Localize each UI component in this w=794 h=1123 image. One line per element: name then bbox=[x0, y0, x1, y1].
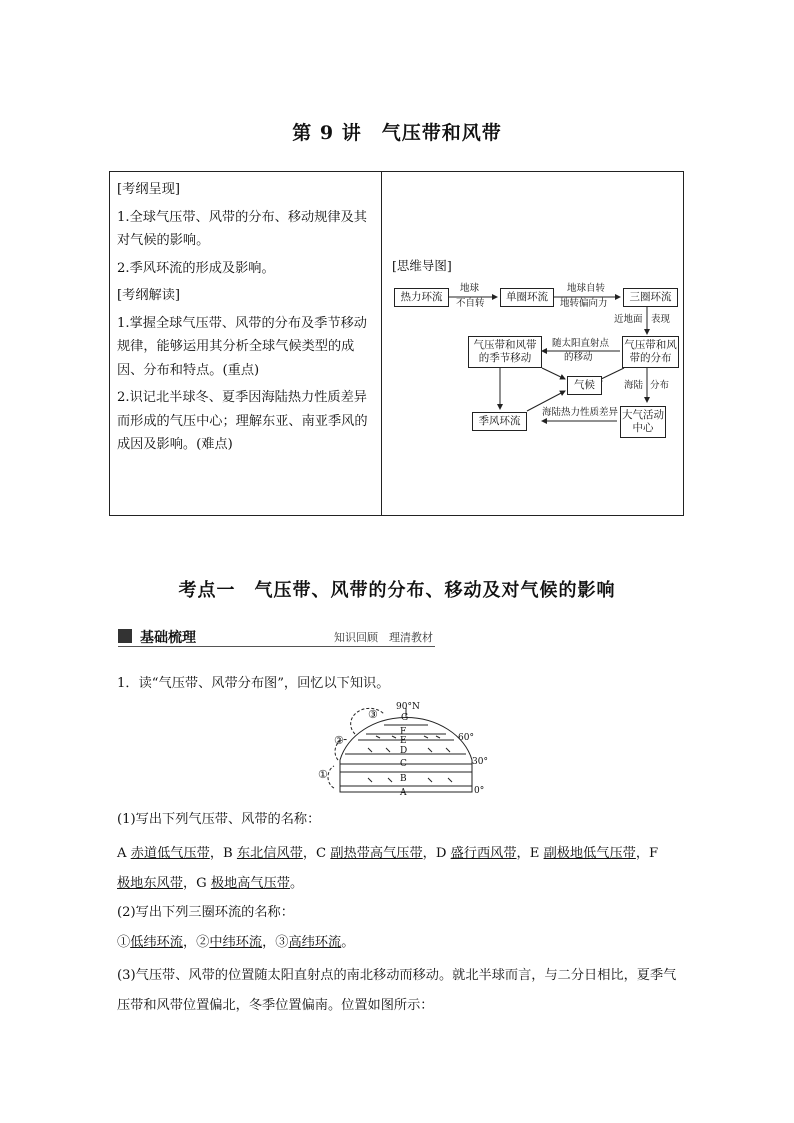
answer-d: 盛行西风带 bbox=[450, 846, 517, 861]
lat-90n: 90°N bbox=[396, 702, 420, 712]
basic-review-title: 基础梳理 bbox=[140, 630, 196, 646]
answer-cell-3: 高纬环流 bbox=[288, 935, 342, 950]
node-move: 气压带和风带的季节移动 bbox=[468, 336, 542, 368]
text: 。 bbox=[341, 935, 355, 950]
outline-item: 1.掌握全球气压带、风带的分布及季节移动规律，能够运用其分析全球气候类型的成因、分布和特点。(重点) bbox=[117, 315, 367, 378]
outline-item: 1.全球气压带、风带的分布、移动规律及其对气候的影响。 bbox=[117, 209, 367, 248]
edge-label: 表现 bbox=[651, 314, 671, 325]
answer-f: 极地东风带 bbox=[117, 876, 183, 891]
outline-item: 2.识记北半球冬、夏季因海陆热力性质差异而形成的气压中心；理解东亚、南亚季风的成因及影响。(难点) bbox=[117, 390, 368, 452]
question-1: 1．读“气压带、风带分布图”，回忆以下知识。 bbox=[117, 676, 390, 691]
node-single: 单圈环流 bbox=[500, 288, 554, 307]
node-center: 大气活动中心 bbox=[620, 406, 666, 438]
lat-0: 0° bbox=[474, 786, 485, 796]
lat-30: 30° bbox=[472, 757, 488, 767]
text: ，D bbox=[422, 846, 451, 861]
text: ，③ bbox=[262, 935, 289, 950]
cell-1: ① bbox=[318, 768, 328, 781]
edge-label: 分布 bbox=[650, 380, 670, 391]
answer-g: 极地高气压带 bbox=[210, 876, 290, 891]
answer-c: 副热带高气压带 bbox=[330, 846, 423, 861]
paragraph-3: (2)写出下列三圈环流的名称： bbox=[117, 905, 294, 920]
answer-cell-1: 低纬环流 bbox=[130, 935, 183, 950]
kaogang-chengxian-heading: [考纲呈现] bbox=[117, 182, 181, 197]
edge-label: 的移动 bbox=[564, 352, 593, 363]
text: ，E bbox=[516, 846, 544, 861]
text: ，C bbox=[302, 846, 331, 861]
cell-2: ② bbox=[334, 734, 344, 747]
text: ，F bbox=[635, 846, 659, 861]
text: ① bbox=[117, 935, 131, 950]
outline-table bbox=[109, 171, 684, 516]
answer-e: 副极地低气压带 bbox=[543, 846, 636, 861]
answer-b: 东北信风带 bbox=[236, 846, 303, 861]
mindmap-label: [思维导图] bbox=[392, 258, 452, 273]
belt-label-b: B bbox=[400, 774, 407, 784]
belt-label-e: E bbox=[400, 736, 407, 746]
text: ，② bbox=[182, 935, 210, 950]
node-thermal: 热力环流 bbox=[394, 288, 449, 307]
belt-label-f: F bbox=[400, 727, 407, 737]
node-dist: 气压带和风带的分布 bbox=[622, 336, 679, 368]
paragraph-5: (3)气压带、风带的位置随太阳直射点的南北移动而移动。就北半球而言，与二分日相比，夏季气压带和风带位置偏北，冬季位置偏南。位置如图所示： bbox=[117, 968, 677, 1013]
text: A bbox=[117, 846, 131, 861]
mindmap bbox=[392, 276, 682, 446]
outline-item: 2.季风环流的形成及影响。 bbox=[117, 260, 275, 276]
belt-label-g: G bbox=[401, 713, 409, 723]
edge-label: 海陆热力性质差异 bbox=[542, 407, 619, 418]
node-three: 三圈环流 bbox=[623, 288, 678, 307]
belt-label-d: D bbox=[400, 746, 408, 756]
text: ，G bbox=[182, 876, 211, 891]
pressure-belt-diagram bbox=[300, 700, 500, 800]
answers-cells bbox=[117, 933, 687, 953]
edge-label: 地转偏向力 bbox=[560, 298, 608, 309]
arrow-move-climate bbox=[542, 368, 565, 379]
edge-label: 近地面 bbox=[614, 314, 643, 325]
section-title: 考点一 气压带、风带的分布、移动及对气候的影响 bbox=[178, 580, 616, 601]
outline-left-column bbox=[117, 178, 377, 461]
square-icon bbox=[118, 629, 132, 643]
table-divider bbox=[381, 172, 382, 515]
answer-cell-2: 中纬环流 bbox=[209, 935, 263, 950]
edge-label: 海陆 bbox=[624, 380, 644, 391]
basic-review-bar bbox=[118, 627, 435, 649]
belt-label-c: C bbox=[400, 759, 407, 769]
edge-label: 地球自转 bbox=[567, 283, 606, 294]
answer-a: 赤道低气压带 bbox=[130, 846, 210, 861]
cell-3: ③ bbox=[368, 708, 378, 721]
node-monsoon: 季风环流 bbox=[472, 412, 527, 431]
page-title: 第 9 讲 气压带和风带 bbox=[292, 122, 502, 144]
kaogang-jiedu-heading: [考纲解读] bbox=[117, 288, 181, 303]
lat-60: 60° bbox=[458, 733, 474, 743]
basic-review-subtitle: 知识回顾 理清教材 bbox=[334, 631, 433, 644]
answers-belts bbox=[117, 839, 687, 899]
text: ，B bbox=[209, 846, 237, 861]
belt-label-a: A bbox=[400, 788, 407, 798]
edge-label: 不自转 bbox=[456, 298, 485, 309]
edge-label: 随太阳直射点 bbox=[552, 338, 610, 349]
paragraph-1: (1)写出下列气压带、风带的名称： bbox=[117, 812, 321, 827]
edge-label: 地球 bbox=[460, 283, 480, 294]
text: 。 bbox=[289, 876, 304, 891]
node-climate: 气候 bbox=[567, 376, 602, 395]
underline-divider bbox=[118, 646, 435, 647]
